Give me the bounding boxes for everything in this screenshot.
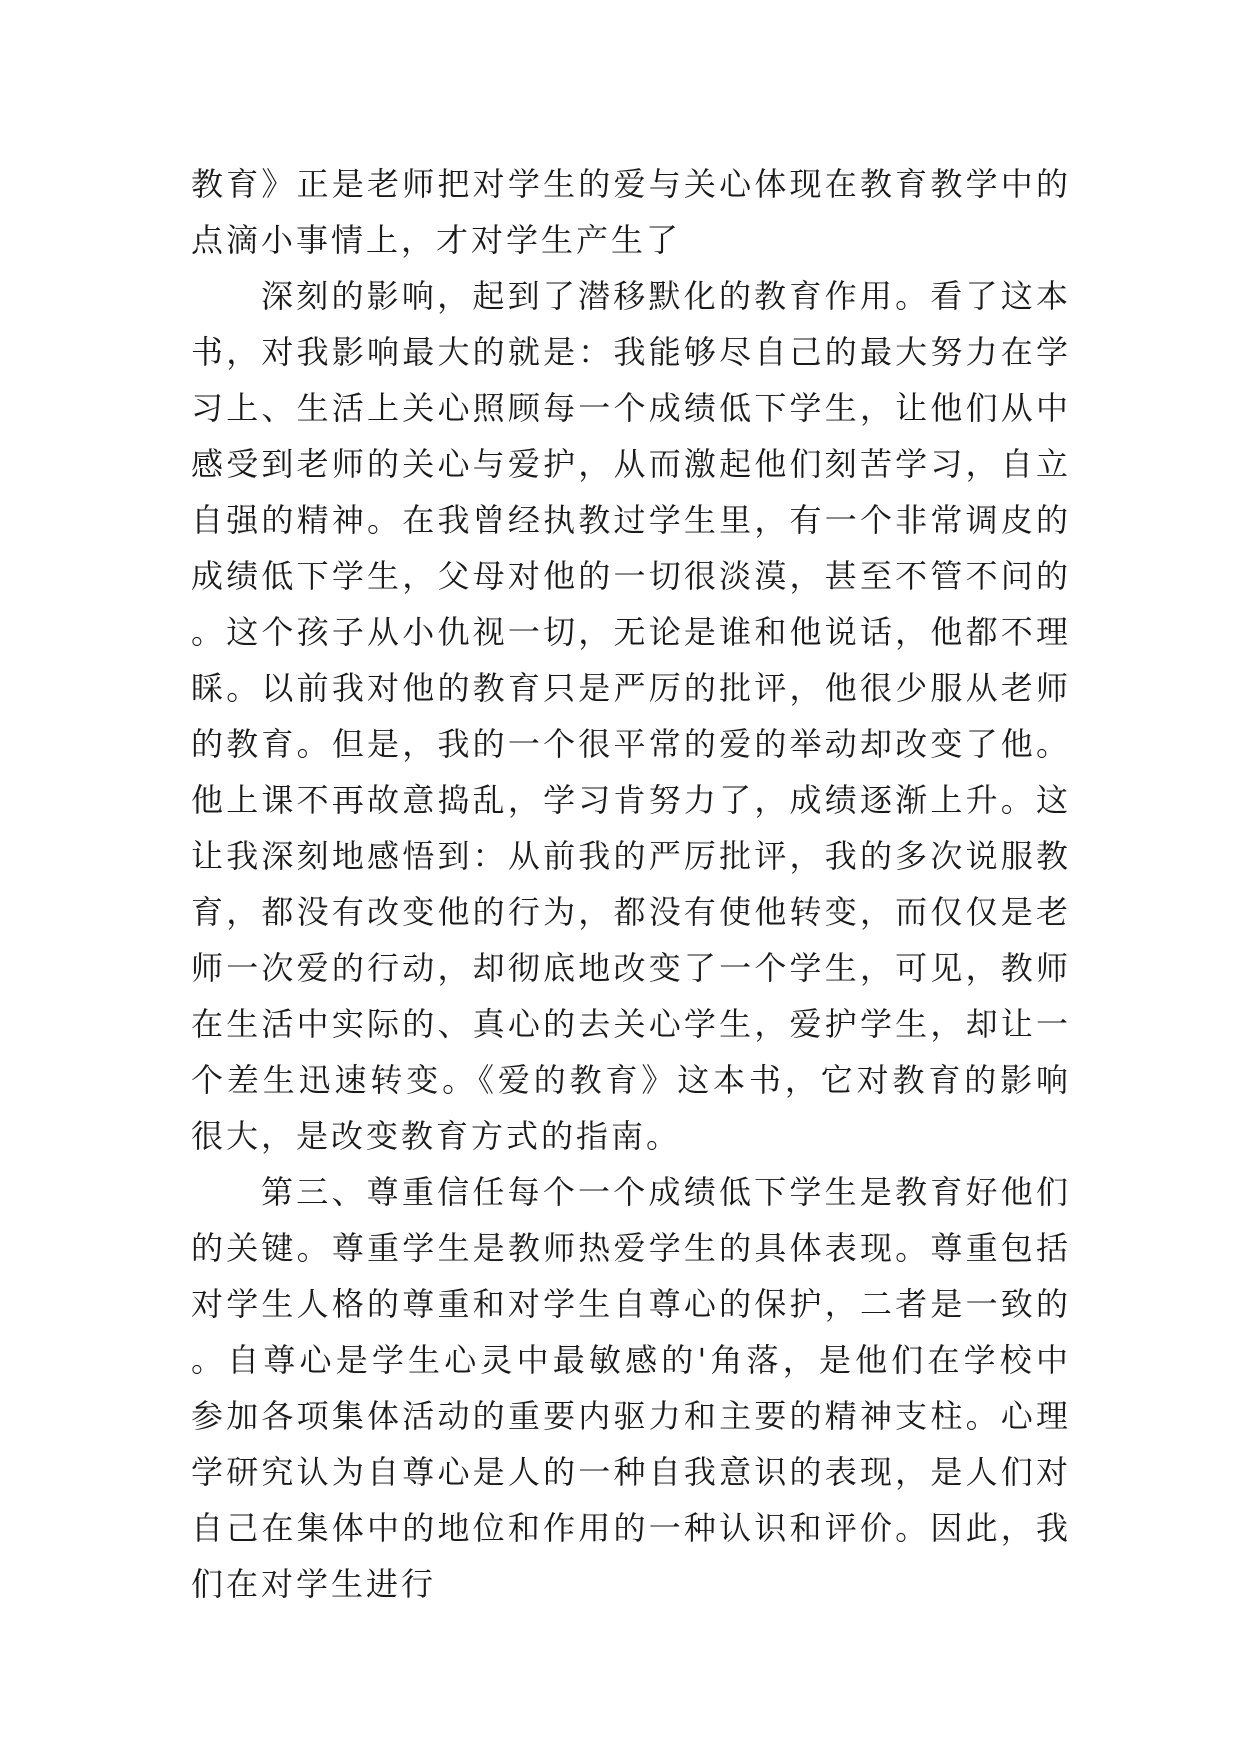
- paragraph-3: 第三、尊重信任每个一个成绩低下学生是教育好他们的关键。尊重学生是教师热爱学生的具体表现。尊重包括对学生人格的尊重和对学生自尊心的保护，二者是一致的。自尊心是学生心灵中最敏感的'角落，是他们在学校中参加各项集体活动的重要内驱力和主要的精神支柱。心理学研究认为自尊心是人的一种自我意识的表现，是人们对自己在集体中的地位和作用的一种认识和评价。因此，我们在对学生进行: [191, 1173, 1071, 1603]
- document-body: [191, 156, 1071, 1612]
- paragraph-2: 深刻的影响，起到了潜移默化的教育作用。看了这本书，对我影响最大的就是：我能够尽自己的最大努力在学习上、生活上关心照顾每一个成绩低下学生，让他们从中感受到老师的关心与爱护，从而激起他们刻苦学习，自立自强的精神。在我曾经执教过学生里，有一个非常调皮的成绩低下学生，父母对他的一切很淡漠，甚至不管不问的。这个孩子从小仇视一切，无论是谁和他说话，他都不理睬。以前我对他的教育只是严厉的批评，他很少服从老师的教育。但是，我的一个很平常的爱的举动却改变了他。他上课不再故意捣乱，学习肯努力了，成绩逐渐上升。这让我深刻地感悟到：从前我的严厉批评，我的多次说服教育，都没有改变他的行为，都没有使他转变，而仅仅是老师一次爱的行动，却彻底地改变了一个学生，可见，教师在生活中实际的、真心的去关心学生，爱护学生，却让一个差生迅速转变。《爱的教育》这本书，它对教育的影响很大，是改变教育方式的指南。: [191, 277, 1071, 1155]
- paragraph-1: 教育》正是老师把对学生的爱与关心体现在教育教学中的点滴小事情上，才对学生产生了: [191, 165, 1071, 259]
